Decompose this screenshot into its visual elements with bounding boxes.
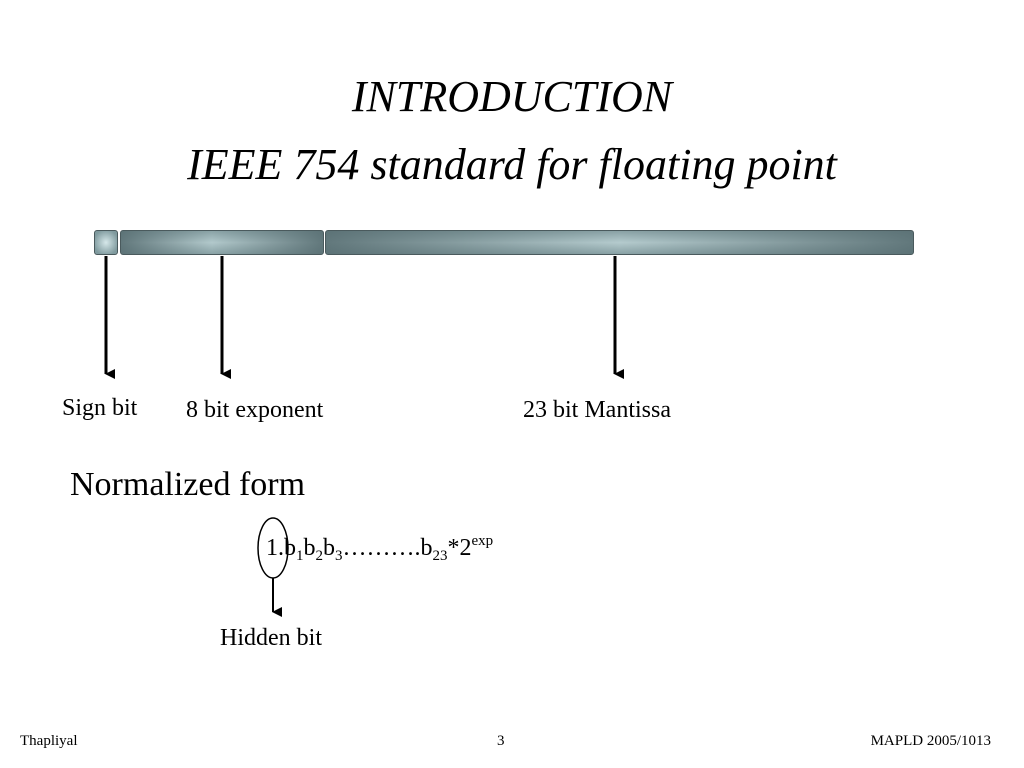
formula-subscript: 3 xyxy=(335,548,343,564)
footer-conference: MAPLD 2005/1013 xyxy=(870,733,991,749)
normalized-formula xyxy=(266,534,493,564)
exponent-label: 8 bit exponent xyxy=(186,397,324,423)
page-number: 3 xyxy=(497,733,505,749)
formula-part: *2 xyxy=(447,535,472,561)
formula-part: ……….b xyxy=(342,535,433,561)
sign-bit-segment xyxy=(94,230,118,255)
hidden-bit-label: Hidden bit xyxy=(220,625,322,651)
formula-part: 1.b xyxy=(266,535,296,561)
footer-author: Thapliyal xyxy=(20,733,78,749)
formula-superscript: exp xyxy=(471,533,494,549)
slide-title: INTRODUCTION xyxy=(351,72,673,121)
formula-subscript: 23 xyxy=(432,548,448,564)
mantissa-segment xyxy=(325,230,914,255)
formula-subscript: 2 xyxy=(315,548,323,564)
formula-part: b xyxy=(323,535,335,561)
formula-subscript: 1 xyxy=(296,548,304,564)
sign-bit-label: Sign bit xyxy=(62,395,138,421)
formula-part: b xyxy=(303,535,316,561)
exponent-segment xyxy=(120,230,324,255)
normalized-form-heading: Normalized form xyxy=(70,466,306,503)
mantissa-label: 23 bit Mantissa xyxy=(523,397,671,423)
slide-subtitle: IEEE 754 standard for floating point xyxy=(187,140,837,189)
